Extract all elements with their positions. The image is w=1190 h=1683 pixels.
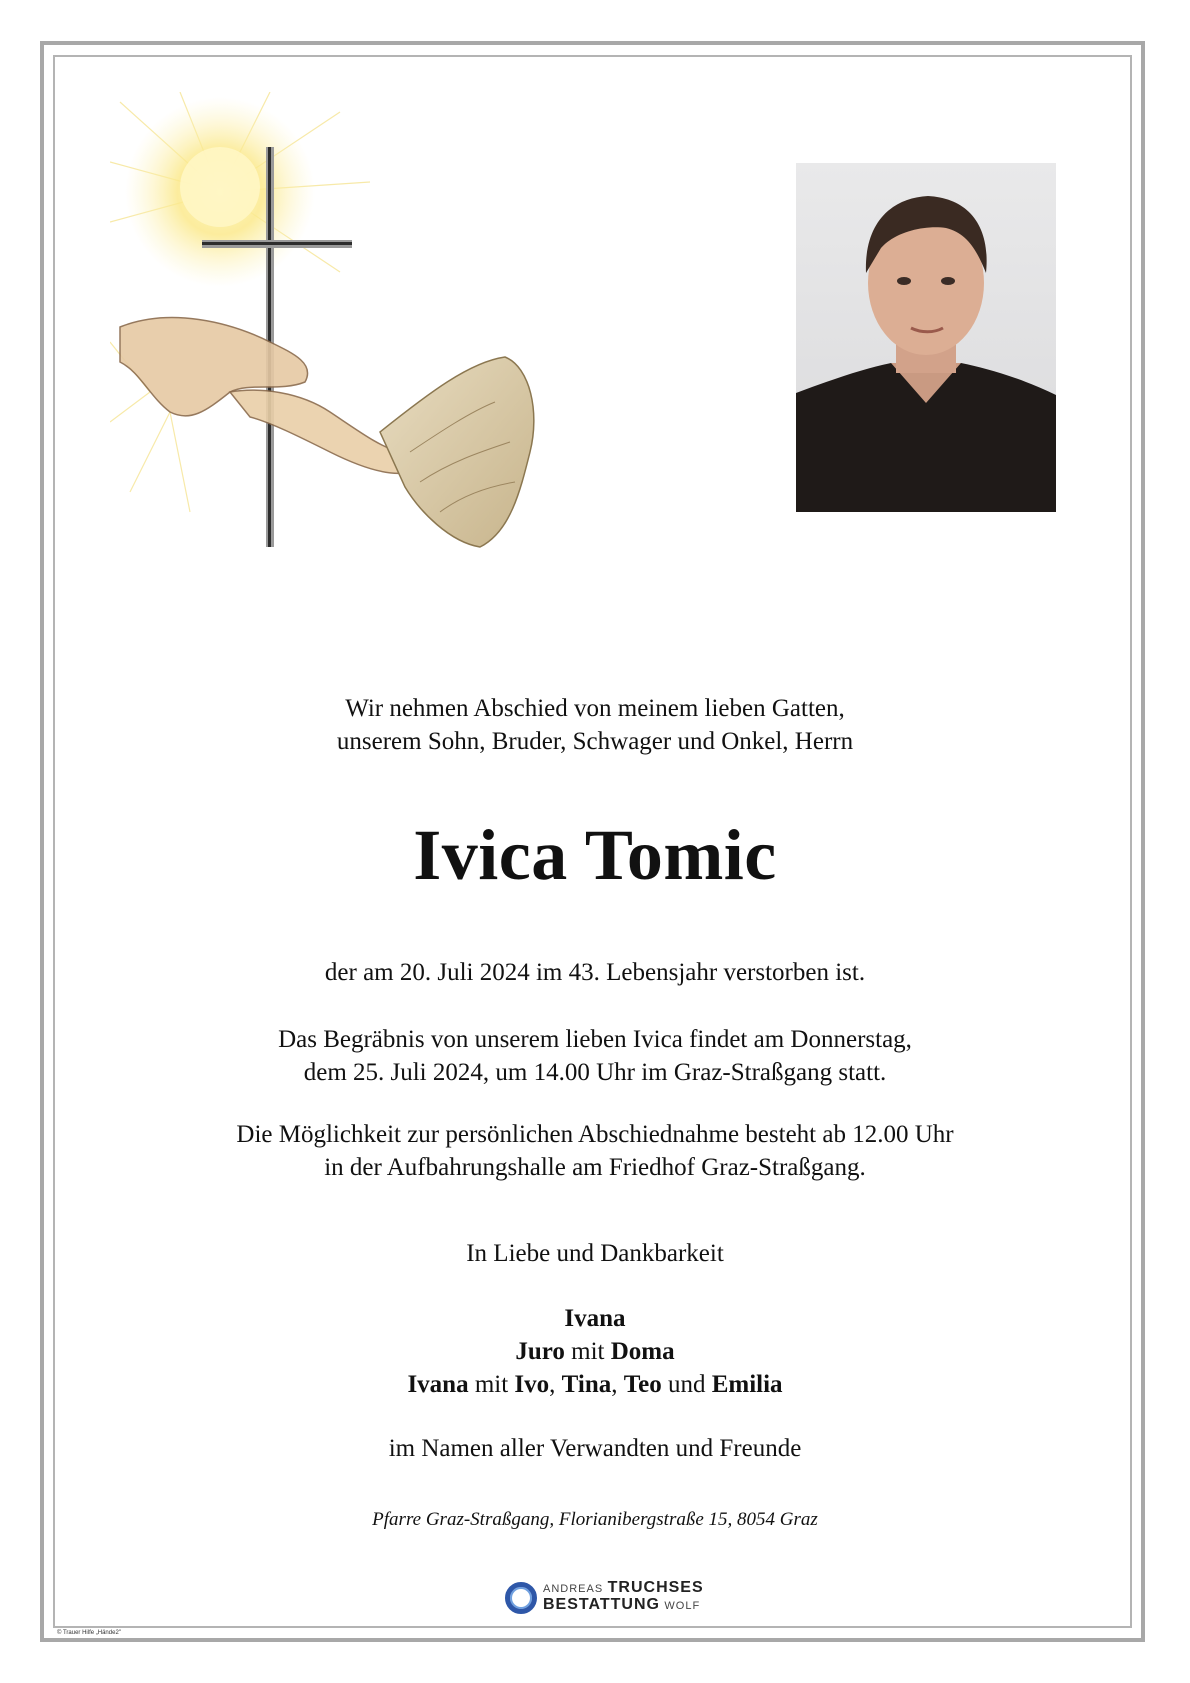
image-credit: © Trauer Hilfe „Hände2" bbox=[57, 1630, 121, 1636]
parish-address: Pfarre Graz-Straßgang, Florianibergstraße 15, 8054 Graz bbox=[372, 1509, 818, 1530]
mourner-name: Tina bbox=[561, 1371, 612, 1398]
mourner-name: Ivana bbox=[564, 1305, 626, 1332]
mourner-name: Juro bbox=[515, 1338, 565, 1365]
logo-name: TRUCHSES bbox=[607, 1579, 704, 1596]
death-date-line: der am 20. Juli 2024 im 43. Lebensjahr verstorben ist. bbox=[324, 959, 866, 986]
mourner-name: Ivo bbox=[514, 1371, 550, 1398]
funeral-line-1: Das Begräbnis von unserem lieben Ivica findet am Donnerstag, bbox=[278, 1026, 912, 1053]
viewing-line-2: in der Aufbahrungshalle am Friedhof Graz-Straßgang. bbox=[324, 1154, 866, 1181]
intro-line-1: Wir nehmen Abschied von meinem lieben Gatten, bbox=[345, 695, 845, 722]
mourner-line-2 bbox=[0, 1335, 1190, 1368]
logo-prefix: ANDREAS bbox=[543, 1583, 604, 1595]
intro-text bbox=[0, 692, 1190, 758]
funeral-line-2: dem 25. Juli 2024, um 14.00 Uhr im Graz-Straßgang statt. bbox=[303, 1059, 887, 1086]
logo-line-2 bbox=[543, 1596, 700, 1614]
logo-suffix: WOLF bbox=[664, 1600, 701, 1612]
joiner-text: mit bbox=[468, 1371, 515, 1398]
hands-drawing bbox=[120, 318, 534, 547]
mourner-name: Doma bbox=[610, 1338, 675, 1365]
mourner-name: Emilia bbox=[711, 1371, 783, 1398]
mourner-line-1 bbox=[0, 1302, 1190, 1335]
viewing-info bbox=[0, 1118, 1190, 1184]
portrait-photo bbox=[796, 163, 1056, 512]
closing-text: In Liebe und Dankbarkeit bbox=[466, 1240, 724, 1267]
cross-hands-artwork bbox=[110, 92, 570, 612]
logo-ring-icon bbox=[505, 1582, 537, 1614]
portrait-illustration bbox=[796, 163, 1056, 512]
separator-text: , bbox=[611, 1371, 624, 1398]
separator-text: , bbox=[549, 1371, 562, 1398]
mourner-name: Teo bbox=[623, 1371, 662, 1398]
funeral-info bbox=[0, 1023, 1190, 1089]
mourner-name: Ivana bbox=[407, 1371, 469, 1398]
joiner-text: und bbox=[661, 1371, 712, 1398]
mourners-list bbox=[0, 1302, 1190, 1401]
funeral-home-logo bbox=[505, 1578, 705, 1618]
joiner-text: mit bbox=[564, 1338, 611, 1365]
mourner-line-3 bbox=[0, 1368, 1190, 1401]
relatives-line: im Namen aller Verwandten und Freunde bbox=[388, 1435, 802, 1462]
deceased-name: Ivica Tomic bbox=[413, 815, 777, 895]
viewing-line-1: Die Möglichkeit zur persönlichen Abschiednahme besteht ab 12.00 Uhr bbox=[236, 1121, 954, 1148]
intro-line-2: unserem Sohn, Bruder, Schwager und Onkel, Herrn bbox=[336, 728, 854, 755]
logo-word: BESTATTUNG bbox=[543, 1596, 660, 1613]
logo-line-1 bbox=[543, 1579, 704, 1597]
